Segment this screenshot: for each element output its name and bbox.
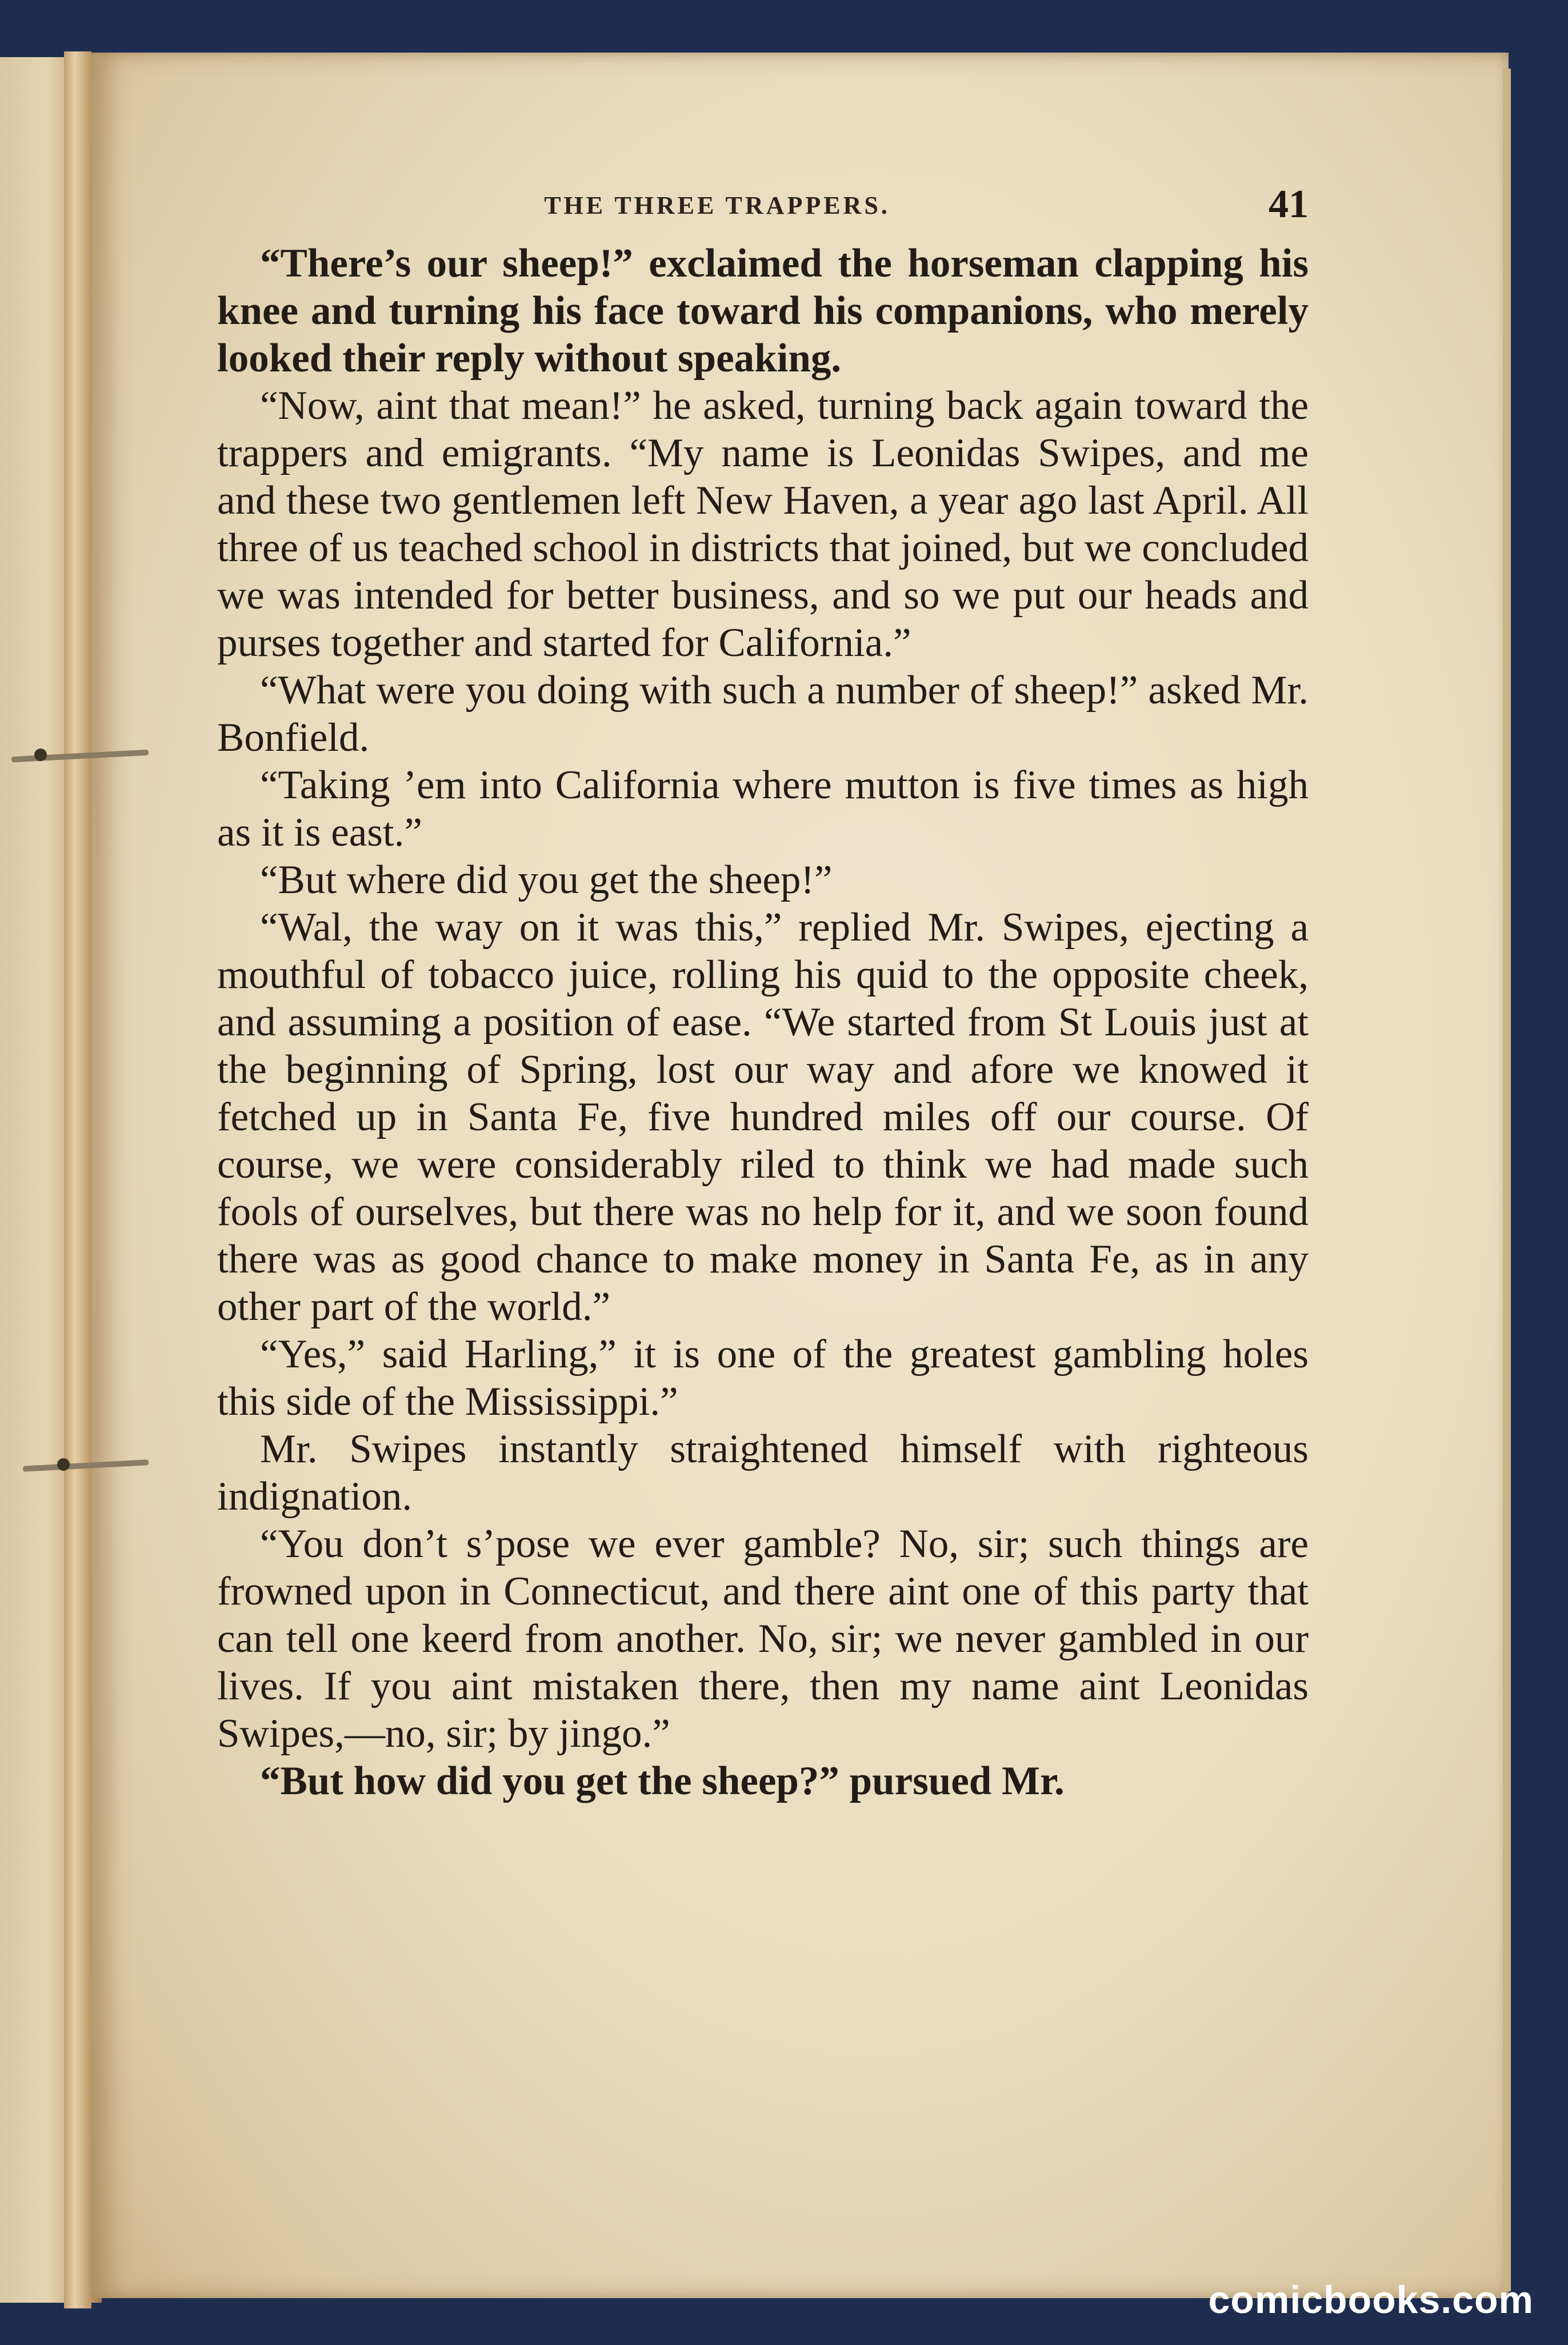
- body-text: [217, 240, 1309, 1805]
- page-right-edge: [1503, 69, 1511, 2291]
- watermark: comicbooks.com: [1208, 2278, 1534, 2322]
- running-title: THE THREE TRAPPERS.: [544, 191, 890, 219]
- paragraph: “But how did you get the sheep?” pursued Mr.: [260, 1759, 1065, 1803]
- paragraph: “Now, aint that mean!” he asked, turning back again toward the trappers and emigrants. “My name is Leonidas Swipes, and me and these two gentlemen left New Haven, a year ago last April. All three of us teached school in districts that joined, but we concluded we was intended for better business, and so we put our heads and purses together and started for California.”: [217, 383, 1309, 665]
- binding-knot-bottom: [57, 1458, 70, 1471]
- page-header: [217, 182, 1309, 227]
- page-number: 41: [1269, 182, 1309, 226]
- paragraph: “Yes,” said Harling,” it is one of the greatest gambling holes this side of the Mississippi.”: [217, 1332, 1309, 1424]
- paragraph: “You don’t s’pose we ever gamble? No, sir; such things are frowned upon in Connecticut, and there aint one of this party that can tell one keerd from another. No, sir; we never gambled in our lives. If you aint mistaken there, then my name aint Leonidas Swipes,—no, sir; by jingo.”: [217, 1522, 1309, 1756]
- paragraph: “Wal, the way on it was this,” replied Mr. Swipes, ejecting a mouthful of tobacco juice, rolling his quid to the opposite cheek, and assuming a position of ease. “We started from St Louis just at the beginning of Spring, lost our way and afore we knowed it fetched up in Santa Fe, five hundred miles off our course. Of course, we were considerably riled to think we had made such fools of ourselves, but there was no help for it, and we soon found there was as good chance to make money in Santa Fe, as in any other part of the world.”: [217, 905, 1309, 1329]
- paragraph: “There’s our sheep!” exclaimed the horseman clapping his knee and turning his face toward his companions, who merely looked their reply without speaking.: [217, 241, 1309, 381]
- book-spine: [64, 51, 91, 2308]
- paragraph: “Taking ’em into California where mutton is five times as high as it is east.”: [217, 763, 1309, 855]
- paragraph: “What were you doing with such a number of sheep!” asked Mr. Bonfield.: [217, 668, 1309, 760]
- binding-knot-top: [34, 749, 47, 761]
- paragraph: “But where did you get the sheep!”: [260, 858, 833, 902]
- paragraph: Mr. Swipes instantly straightened himself with righteous indignation.: [217, 1427, 1309, 1519]
